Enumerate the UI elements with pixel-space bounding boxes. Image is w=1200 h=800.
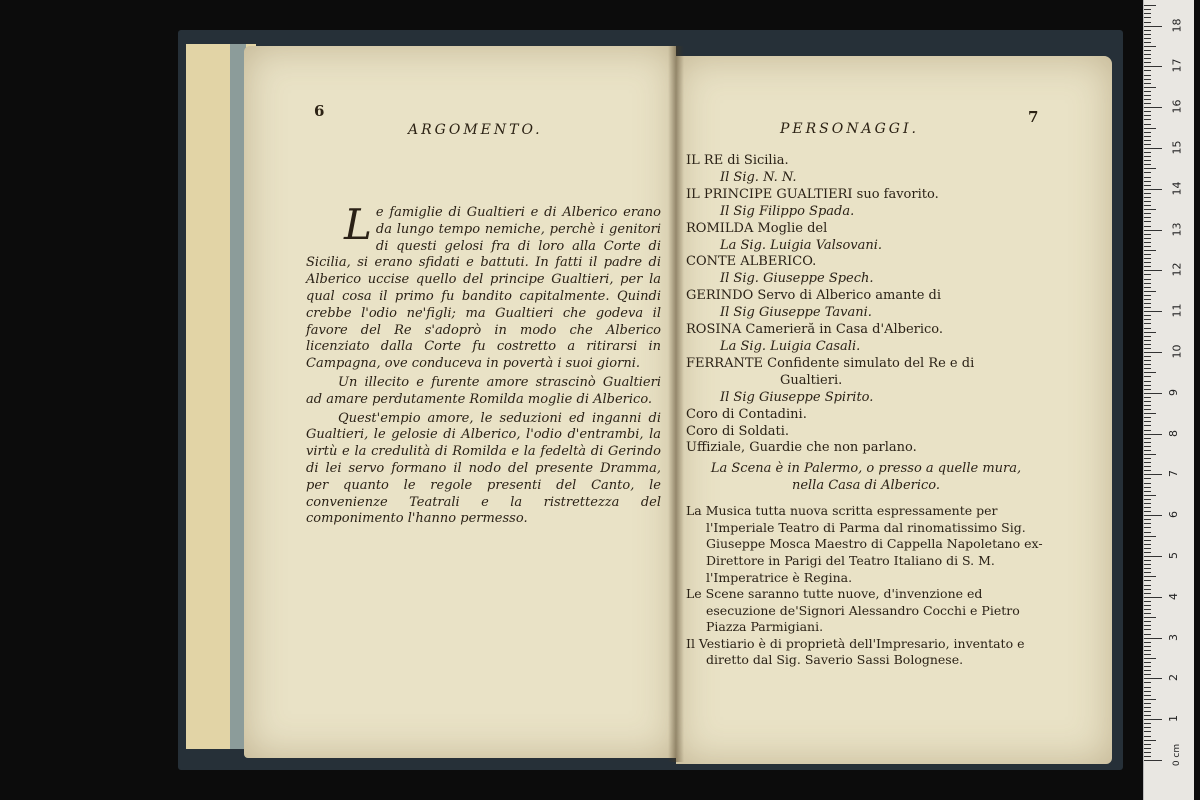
ruler-tick: [1144, 715, 1151, 716]
ruler-tick: [1144, 532, 1151, 533]
ruler-tick: [1144, 226, 1151, 227]
ruler-tick: [1144, 360, 1151, 361]
left-page-number: 6: [314, 102, 325, 120]
ruler-tick: [1144, 107, 1162, 108]
ruler-number: 10: [1170, 344, 1184, 359]
ruler-tick: [1144, 511, 1151, 512]
ruler-tick: [1144, 544, 1151, 545]
note-costumes: Il Vestiario è di proprietà dell'Impresario, inventato e diretto dal Sig. Saverio Sassi Bolognese.: [686, 635, 1025, 668]
cast-actor: La Sig. Luigia Valsovani.: [720, 237, 883, 253]
ruler-tick: [1144, 401, 1151, 402]
cast-role: CONTE ALBERICO.: [686, 254, 817, 270]
ruler-tick: [1144, 79, 1151, 80]
cast-list: [686, 153, 1046, 669]
note-scenery: Le Scene saranno tutte nuove, d'invenzione ed esecuzione de'Signori Alessandro Cocchi e Pietro Piazza Parmigiani.: [686, 586, 1020, 635]
cast-actor: Il Sig. N. N.: [720, 169, 797, 185]
ruler-tick: [1144, 352, 1162, 353]
ruler-tick: [1144, 246, 1151, 247]
ruler-tick: [1144, 413, 1156, 414]
ruler-tick: [1144, 748, 1151, 749]
ruler-tick: [1144, 9, 1151, 10]
ruler-tick: [1144, 711, 1151, 712]
ruler-tick: [1144, 172, 1151, 173]
production-notes: [686, 503, 1046, 669]
chorus-line: Uffiziale, Guardie che non parlano.: [686, 440, 917, 456]
ruler-tick: [1144, 328, 1151, 329]
ruler-tick: [1144, 140, 1151, 141]
ruler-number: 12: [1170, 262, 1184, 277]
ruler-tick: [1144, 417, 1151, 418]
ruler-number: 4: [1167, 592, 1180, 600]
ruler-tick: [1144, 462, 1151, 463]
ruler-tick: [1144, 368, 1151, 369]
ruler-tick: [1144, 83, 1151, 84]
ruler-number: 1: [1167, 715, 1180, 723]
ruler-tick: [1144, 617, 1156, 618]
ruler-tick: [1144, 519, 1151, 520]
ruler-tick: [1144, 605, 1151, 606]
ruler-tick: [1144, 295, 1151, 296]
ruler-tick: [1144, 364, 1151, 365]
ruler-tick: [1144, 177, 1151, 178]
ruler-tick: [1144, 230, 1162, 231]
ruler-tick: [1144, 674, 1151, 675]
ruler-tick: [1144, 70, 1151, 71]
ruler-tick: [1144, 442, 1151, 443]
ruler-tick: [1144, 585, 1151, 586]
ruler-tick: [1144, 458, 1151, 459]
ruler-tick: [1144, 376, 1151, 377]
cast-role: ROSINA Camerieră in Casa d'Alberico.: [686, 322, 944, 338]
ruler-tick: [1144, 552, 1151, 553]
cast-role: IL PRINCIPE GUALTIERI suo favorito.: [686, 186, 939, 202]
ruler-tick: [1144, 266, 1151, 267]
ruler-tick: [1144, 274, 1151, 275]
ruler-tick: [1144, 507, 1151, 508]
ruler-tick: [1144, 156, 1151, 157]
ruler-tick: [1144, 601, 1151, 602]
cast-actor: Il Sig Giuseppe Spirito.: [720, 389, 874, 405]
ruler-tick: [1144, 540, 1151, 541]
ruler-tick: [1144, 450, 1151, 451]
ruler-tick: [1144, 299, 1151, 300]
ruler-tick: [1144, 670, 1151, 671]
ruler-tick: [1144, 381, 1151, 382]
ruler-tick: [1144, 168, 1156, 169]
ruler-tick: [1144, 193, 1151, 194]
ruler-tick: [1144, 691, 1151, 692]
ruler-tick: [1144, 572, 1151, 573]
ruler-tick: [1144, 91, 1151, 92]
ruler-tick: [1144, 5, 1156, 6]
ruler-tick: [1144, 389, 1151, 390]
ruler-tick: [1144, 213, 1151, 214]
ruler-tick: [1144, 115, 1151, 116]
ruler-tick: [1144, 527, 1151, 528]
ruler-tick: [1144, 466, 1151, 467]
ruler-tick: [1144, 66, 1162, 67]
ruler-tick: [1144, 499, 1151, 500]
ruler-tick: [1144, 503, 1151, 504]
ruler-tick: [1144, 340, 1151, 341]
ruler-tick: [1144, 515, 1162, 516]
ruler-tick: [1144, 740, 1156, 741]
ruler-tick: [1144, 421, 1151, 422]
ruler-number: 18: [1170, 18, 1184, 33]
ruler-tick: [1144, 625, 1151, 626]
ruler-tick: [1144, 719, 1162, 720]
ruler-tick: [1144, 699, 1156, 700]
ruler-tick: [1144, 642, 1151, 643]
ruler-tick: [1144, 568, 1151, 569]
ruler-tick: [1144, 124, 1151, 125]
ruler-tick: [1144, 629, 1151, 630]
ruler-tick: [1144, 164, 1151, 165]
ruler-tick: [1144, 119, 1151, 120]
ruler-tick: [1144, 430, 1151, 431]
ruler-tick: [1144, 34, 1151, 35]
ruler-tick: [1144, 727, 1151, 728]
ruler-tick: [1144, 17, 1151, 18]
drop-cap: L: [344, 200, 372, 249]
chorus-line: Coro di Contadini.: [686, 406, 807, 422]
ruler-tick: [1144, 654, 1151, 655]
ruler-tick: [1144, 736, 1151, 737]
ruler-tick: [1144, 474, 1162, 475]
ruler-tick: [1144, 470, 1151, 471]
ruler-tick: [1144, 148, 1162, 149]
ruler-tick: [1144, 564, 1151, 565]
ruler-tick: [1144, 336, 1151, 337]
cast-role: IL RE di Sicilia.: [686, 153, 789, 168]
ruler-tick: [1144, 136, 1151, 137]
scene-setting: La Scena è in Palermo, o presso a quelle mura, nella Casa di Alberico.: [710, 461, 1022, 494]
cast-role: ROMILDA Moglie del: [686, 220, 828, 236]
ruler-tick: [1144, 446, 1151, 447]
ruler-tick: [1144, 434, 1162, 435]
ruler-number: 3: [1167, 633, 1180, 641]
ruler-tick: [1144, 270, 1162, 271]
ruler-number: 7: [1167, 470, 1180, 478]
ruler-tick: [1144, 687, 1151, 688]
ruler-tick: [1144, 291, 1156, 292]
ruler-tick: [1144, 483, 1151, 484]
right-page-number: 7: [1028, 108, 1039, 126]
ruler-tick: [1144, 580, 1151, 581]
ruler-tick: [1144, 756, 1151, 757]
ruler-tick: [1144, 385, 1151, 386]
ruler-tick: [1144, 576, 1156, 577]
measuring-ruler: [1143, 0, 1194, 800]
cast-role: GERINDO Servo di Alberico amante di: [686, 288, 942, 304]
ruler-tick: [1144, 495, 1156, 496]
ruler-tick: [1144, 707, 1151, 708]
argomento-paragraph-3: Quest'empio amore, le seduzioni ed inganni di Gualtieri, le gelosie di Alberico, l'odio d'entrambi, la virtù e la credulità di Romilda e la fedeltà di Gerindo di lei servo formano il nodo del presente Dramma, per quanto le regole presenti del Canto, le convenienze Teatrali e la ristrettezza del componimento l'hanno permesso.: [306, 410, 661, 527]
cast-role: FERRANTE Confidente simulato del Re e di: [686, 355, 975, 371]
argomento-paragraph-1: Le famiglie di Gualtieri e di Alberico erano da lungo tempo nemiche, perchè i genitori di questi gelosi fra di loro alla Corte di Sicilia, si erano sfidati e battuti. In fatti il padre di Alberico uccise quello del principe Gualtieri, per la qual cosa il primo fu bandito capitalmente. Quindi crebbe l'odio ne'figli; ma Gualtieri che godeva il favore del Re s'adoprò in modo che Alberico licenziato dalla Corte fu costretto a ritirarsi in Campagna, ove conduceva in povertà i suoi giorni.: [306, 200, 661, 372]
ruler-tick: [1144, 662, 1151, 663]
ruler-tick: [1144, 678, 1162, 679]
ruler-number: 8: [1167, 429, 1180, 437]
ruler-tick: [1144, 609, 1151, 610]
ruler-tick: [1144, 621, 1151, 622]
cast-actor: La Sig. Luigia Casali.: [720, 338, 861, 354]
ruler-tick: [1144, 103, 1151, 104]
ruler-number: 17: [1170, 58, 1184, 73]
ruler-tick: [1144, 87, 1156, 88]
ruler-tick: [1144, 703, 1151, 704]
ruler-number: 5: [1167, 552, 1180, 559]
ruler-tick: [1144, 30, 1151, 31]
ruler-tick: [1144, 589, 1151, 590]
ruler-tick: [1144, 405, 1151, 406]
ruler-tick: [1144, 279, 1151, 280]
book-gutter: [668, 46, 684, 762]
ruler-tick: [1144, 319, 1151, 320]
ruler-tick: [1144, 50, 1151, 51]
ruler-tick: [1144, 638, 1162, 639]
ruler-tick: [1144, 181, 1151, 182]
ruler-number: 16: [1170, 99, 1184, 114]
ruler-tick: [1144, 111, 1151, 112]
ruler-number: 2: [1167, 674, 1180, 682]
ruler-tick: [1144, 22, 1151, 23]
ruler-tick: [1144, 307, 1151, 308]
ruler-tick: [1144, 287, 1151, 288]
ruler-tick: [1144, 744, 1151, 745]
ruler-number: 11: [1170, 303, 1184, 318]
note-music: La Musica tutta nuova scritta espressamente per l'Imperiale Teatro di Parma dal rinomatissimo Sig. Giuseppe Mosca Maestro di Cappella Napoletano ex-Direttore in Parigi del Teatro Italiano di S. M. l'Imperatrice è Regina.: [686, 503, 1043, 585]
ruler-tick: [1144, 242, 1151, 243]
ruler-tick: [1144, 38, 1151, 39]
ruler-tick: [1144, 454, 1156, 455]
ruler-tick: [1144, 160, 1151, 161]
ruler-tick: [1144, 201, 1151, 202]
ruler-tick: [1144, 560, 1151, 561]
ruler-tick: [1144, 250, 1156, 251]
cast-role-continuation: Gualtieri.: [780, 372, 843, 388]
ruler-tick: [1144, 597, 1162, 598]
ruler-tick: [1144, 682, 1151, 683]
ruler-unit-label: 0 cm: [1172, 743, 1183, 767]
ruler-tick: [1144, 46, 1156, 47]
ruler-tick: [1144, 99, 1151, 100]
ruler-tick: [1144, 658, 1156, 659]
ruler-tick: [1144, 695, 1151, 696]
ruler-tick: [1144, 344, 1151, 345]
ruler-tick: [1144, 26, 1162, 27]
ruler-tick: [1144, 731, 1151, 732]
ruler-tick: [1144, 425, 1151, 426]
ruler-tick: [1144, 209, 1156, 210]
ruler-tick: [1144, 132, 1151, 133]
ruler-number: 9: [1167, 388, 1180, 396]
ruler-tick: [1144, 646, 1151, 647]
ruler-tick: [1144, 205, 1151, 206]
ruler-tick: [1144, 189, 1162, 190]
chorus-line: Coro di Soldati.: [686, 423, 790, 439]
ruler-tick: [1144, 185, 1151, 186]
ruler-tick: [1144, 303, 1151, 304]
ruler-number: 15: [1170, 140, 1184, 155]
cast-actor: Il Sig Filippo Spada.: [720, 203, 855, 219]
ruler-tick: [1144, 760, 1162, 761]
ruler-tick: [1144, 315, 1151, 316]
ruler-tick: [1144, 258, 1151, 259]
cast-actor: Il Sig Giuseppe Tavani.: [720, 305, 872, 321]
ruler-tick: [1144, 372, 1156, 373]
ruler-tick: [1144, 478, 1151, 479]
ruler-tick: [1144, 75, 1151, 76]
ruler-tick: [1144, 221, 1151, 222]
ruler-tick: [1144, 311, 1162, 312]
ruler-tick: [1144, 254, 1151, 255]
ruler-tick: [1144, 332, 1156, 333]
ruler-tick: [1144, 234, 1151, 235]
ruler-tick: [1144, 666, 1151, 667]
ruler-tick: [1144, 556, 1162, 557]
ruler-tick: [1144, 238, 1151, 239]
ruler-tick: [1144, 54, 1151, 55]
ruler-tick: [1144, 283, 1151, 284]
left-page-heading: ARGOMENTO.: [408, 122, 543, 138]
ruler-tick: [1144, 128, 1156, 129]
ruler-tick: [1144, 356, 1151, 357]
ruler-tick: [1144, 13, 1151, 14]
ruler-tick: [1144, 491, 1151, 492]
ruler-tick: [1144, 613, 1151, 614]
ruler-tick: [1144, 152, 1151, 153]
ruler-tick: [1144, 409, 1151, 410]
ruler-tick: [1144, 397, 1151, 398]
ruler-tick: [1144, 348, 1151, 349]
ruler-tick: [1144, 723, 1151, 724]
argomento-paragraph-2: Un illecito e furente amore strascinò Gualtieri ad amare perdutamente Romilda moglie di Alberico.: [306, 374, 661, 407]
ruler-tick: [1144, 650, 1151, 651]
ruler-tick: [1144, 95, 1151, 96]
ruler-tick: [1144, 593, 1151, 594]
ruler-tick: [1144, 523, 1151, 524]
ruler-number: 14: [1170, 181, 1184, 196]
argomento-text: [306, 200, 661, 530]
ruler-tick: [1144, 438, 1151, 439]
ruler-tick: [1144, 197, 1151, 198]
ruler-tick: [1144, 323, 1151, 324]
ruler-tick: [1144, 487, 1151, 488]
ruler-tick: [1144, 536, 1156, 537]
ruler-tick: [1144, 144, 1151, 145]
ruler-tick: [1144, 262, 1151, 263]
ruler-tick: [1144, 393, 1162, 394]
ruler-tick: [1144, 548, 1151, 549]
right-page-heading: PERSONAGGI.: [780, 121, 919, 137]
cast-actor: Il Sig. Giuseppe Spech.: [720, 271, 874, 287]
ruler-number: 6: [1167, 511, 1180, 519]
ruler-number: 13: [1170, 222, 1184, 237]
ruler-tick: [1144, 752, 1151, 753]
ruler-tick: [1144, 62, 1151, 63]
ruler-tick: [1144, 217, 1151, 218]
ruler-tick: [1144, 634, 1151, 635]
ruler-tick: [1144, 58, 1151, 59]
ruler-tick: [1144, 42, 1151, 43]
